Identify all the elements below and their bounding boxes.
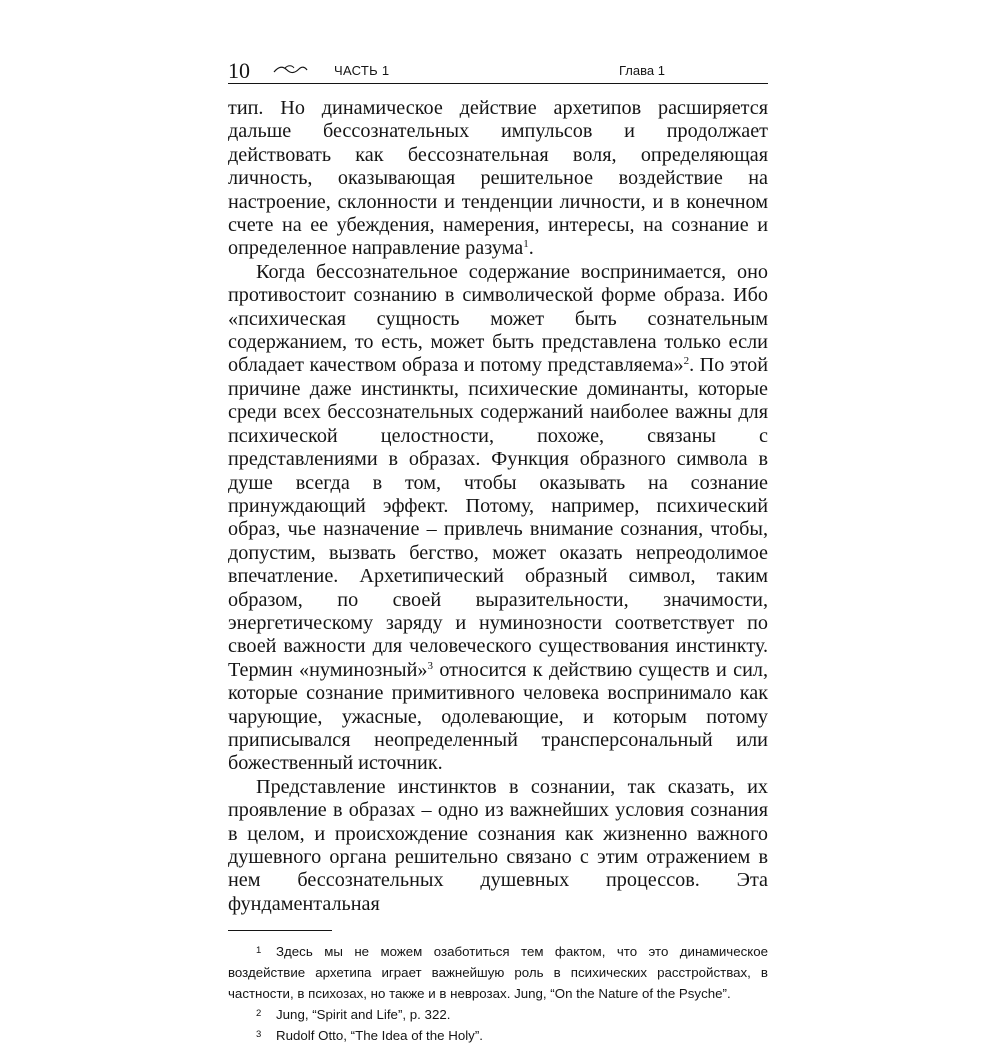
chapter-label: Глава 1 <box>619 63 665 78</box>
footnote: 1 Здесь мы не можем озаботиться тем фактом, что это динамическое воздействие архетипа играет важнейшую роль в психических расстройствах, в частности, в психозах, но также и в неврозах. Jung, “On the Nature of the Psyche”. <box>228 944 768 1002</box>
paragraph-text: Представление инстинктов в сознании, так сказать, их проявление в образах – одно из важнейших условия сознания в целом, и происхождение сознания как жизненно важного душевного органа решительно связано с этим отражением в нем бессознательных душевных процессов. Эта фундаментальная <box>228 775 768 915</box>
paragraph-text: относится к действию существ и сил, которые сознание примитивного человека воспринимало как чарующие, ужасные, одолевающие, и которым потому приписывался неопределенный трансперсональный или божественный источник. <box>228 658 769 775</box>
footnotes <box>228 941 768 1046</box>
paragraph-text: Когда бессознательное содержание воспринимается, оно противостоит сознанию в символической форме образа. Ибо «психическая сущность может быть сознательным содержанием, то есть, может быть представлена только если обладает качеством образа и потому представляема» <box>228 260 768 377</box>
book-page <box>228 58 768 1046</box>
footnote-text: Jung, “Spirit and Life”, p. 322. <box>276 1007 451 1023</box>
paragraph-text: тип. Но динамическое действие архетипов расширяется дальше бессознательных импульсов и продолжает действовать как бессознательная воля, определяющая личность, оказывающая решительное воздействие на настроение, склонности и тенденции личности, и в конечном счете на ее убеждения, намерения, интересы, на сознание и определенное направление разума <box>228 97 768 260</box>
footnote-text: Rudolf Otto, “The Idea of the Holy”. <box>276 1028 483 1044</box>
running-head <box>228 58 768 84</box>
swash-ornament-icon <box>272 62 308 76</box>
footnote-ref: 3 <box>427 659 433 672</box>
page-number: 10 <box>228 58 250 83</box>
paragraph-text: . По этой причине даже инстинкты, психические доминанты, которые среди всех бессознательных содержаний наиболее важны для психической целостности, похоже, связаны с представлениями в образах. Функция образного символа в душе всегда в том, чтобы оказывать на сознание принуждающий эффект. Потому, например, психический образ, чье назначение – привлечь внимание сознания, чтобы, допустим, вызвать бегство, может оказать непреодолимое впечатление. Архетипический образный символ, таким образом, по своей выразительности, значимости, энергетическому заряду и нуминозности соответствует по своей важности для человеческого существования инстинкту. Термин «нуминозный» <box>228 354 768 681</box>
header-rule <box>228 83 768 84</box>
footnote-text: Здесь мы не можем озаботиться тем фактом, что это динамическое воздействие архетипа играет важнейшую роль в психических расстройствах, в частности, в психозах, но также и в неврозах. Jung, “On the Nature of the Psyche”. <box>228 944 768 1002</box>
footnote: 3 Rudolf Otto, “The Idea of the Holy”. <box>256 1028 483 1044</box>
paragraph: тип. Но динамическое действие архетипов расширяется дальше бессознательных импульсов и продолжает действовать как бессознательная воля, определяющая личность, оказывающая решительное воздействие на настроение, склонности и тенденции личности, и в конечном счете на ее убеждения, намерения, интересы, на сознание и определенное направление разума$^1$. <box>228 97 768 260</box>
footnote: 2 Jung, “Spirit and Life”, p. 322. <box>256 1007 451 1023</box>
footnote-ref: 2 <box>683 355 690 368</box>
paragraph <box>228 261 768 776</box>
body-text <box>228 97 768 916</box>
footnote-ref: 1 <box>523 238 529 251</box>
footnote-rule <box>228 930 332 931</box>
part-label: ЧАСТЬ 1 <box>334 63 390 78</box>
paragraph <box>228 776 768 916</box>
